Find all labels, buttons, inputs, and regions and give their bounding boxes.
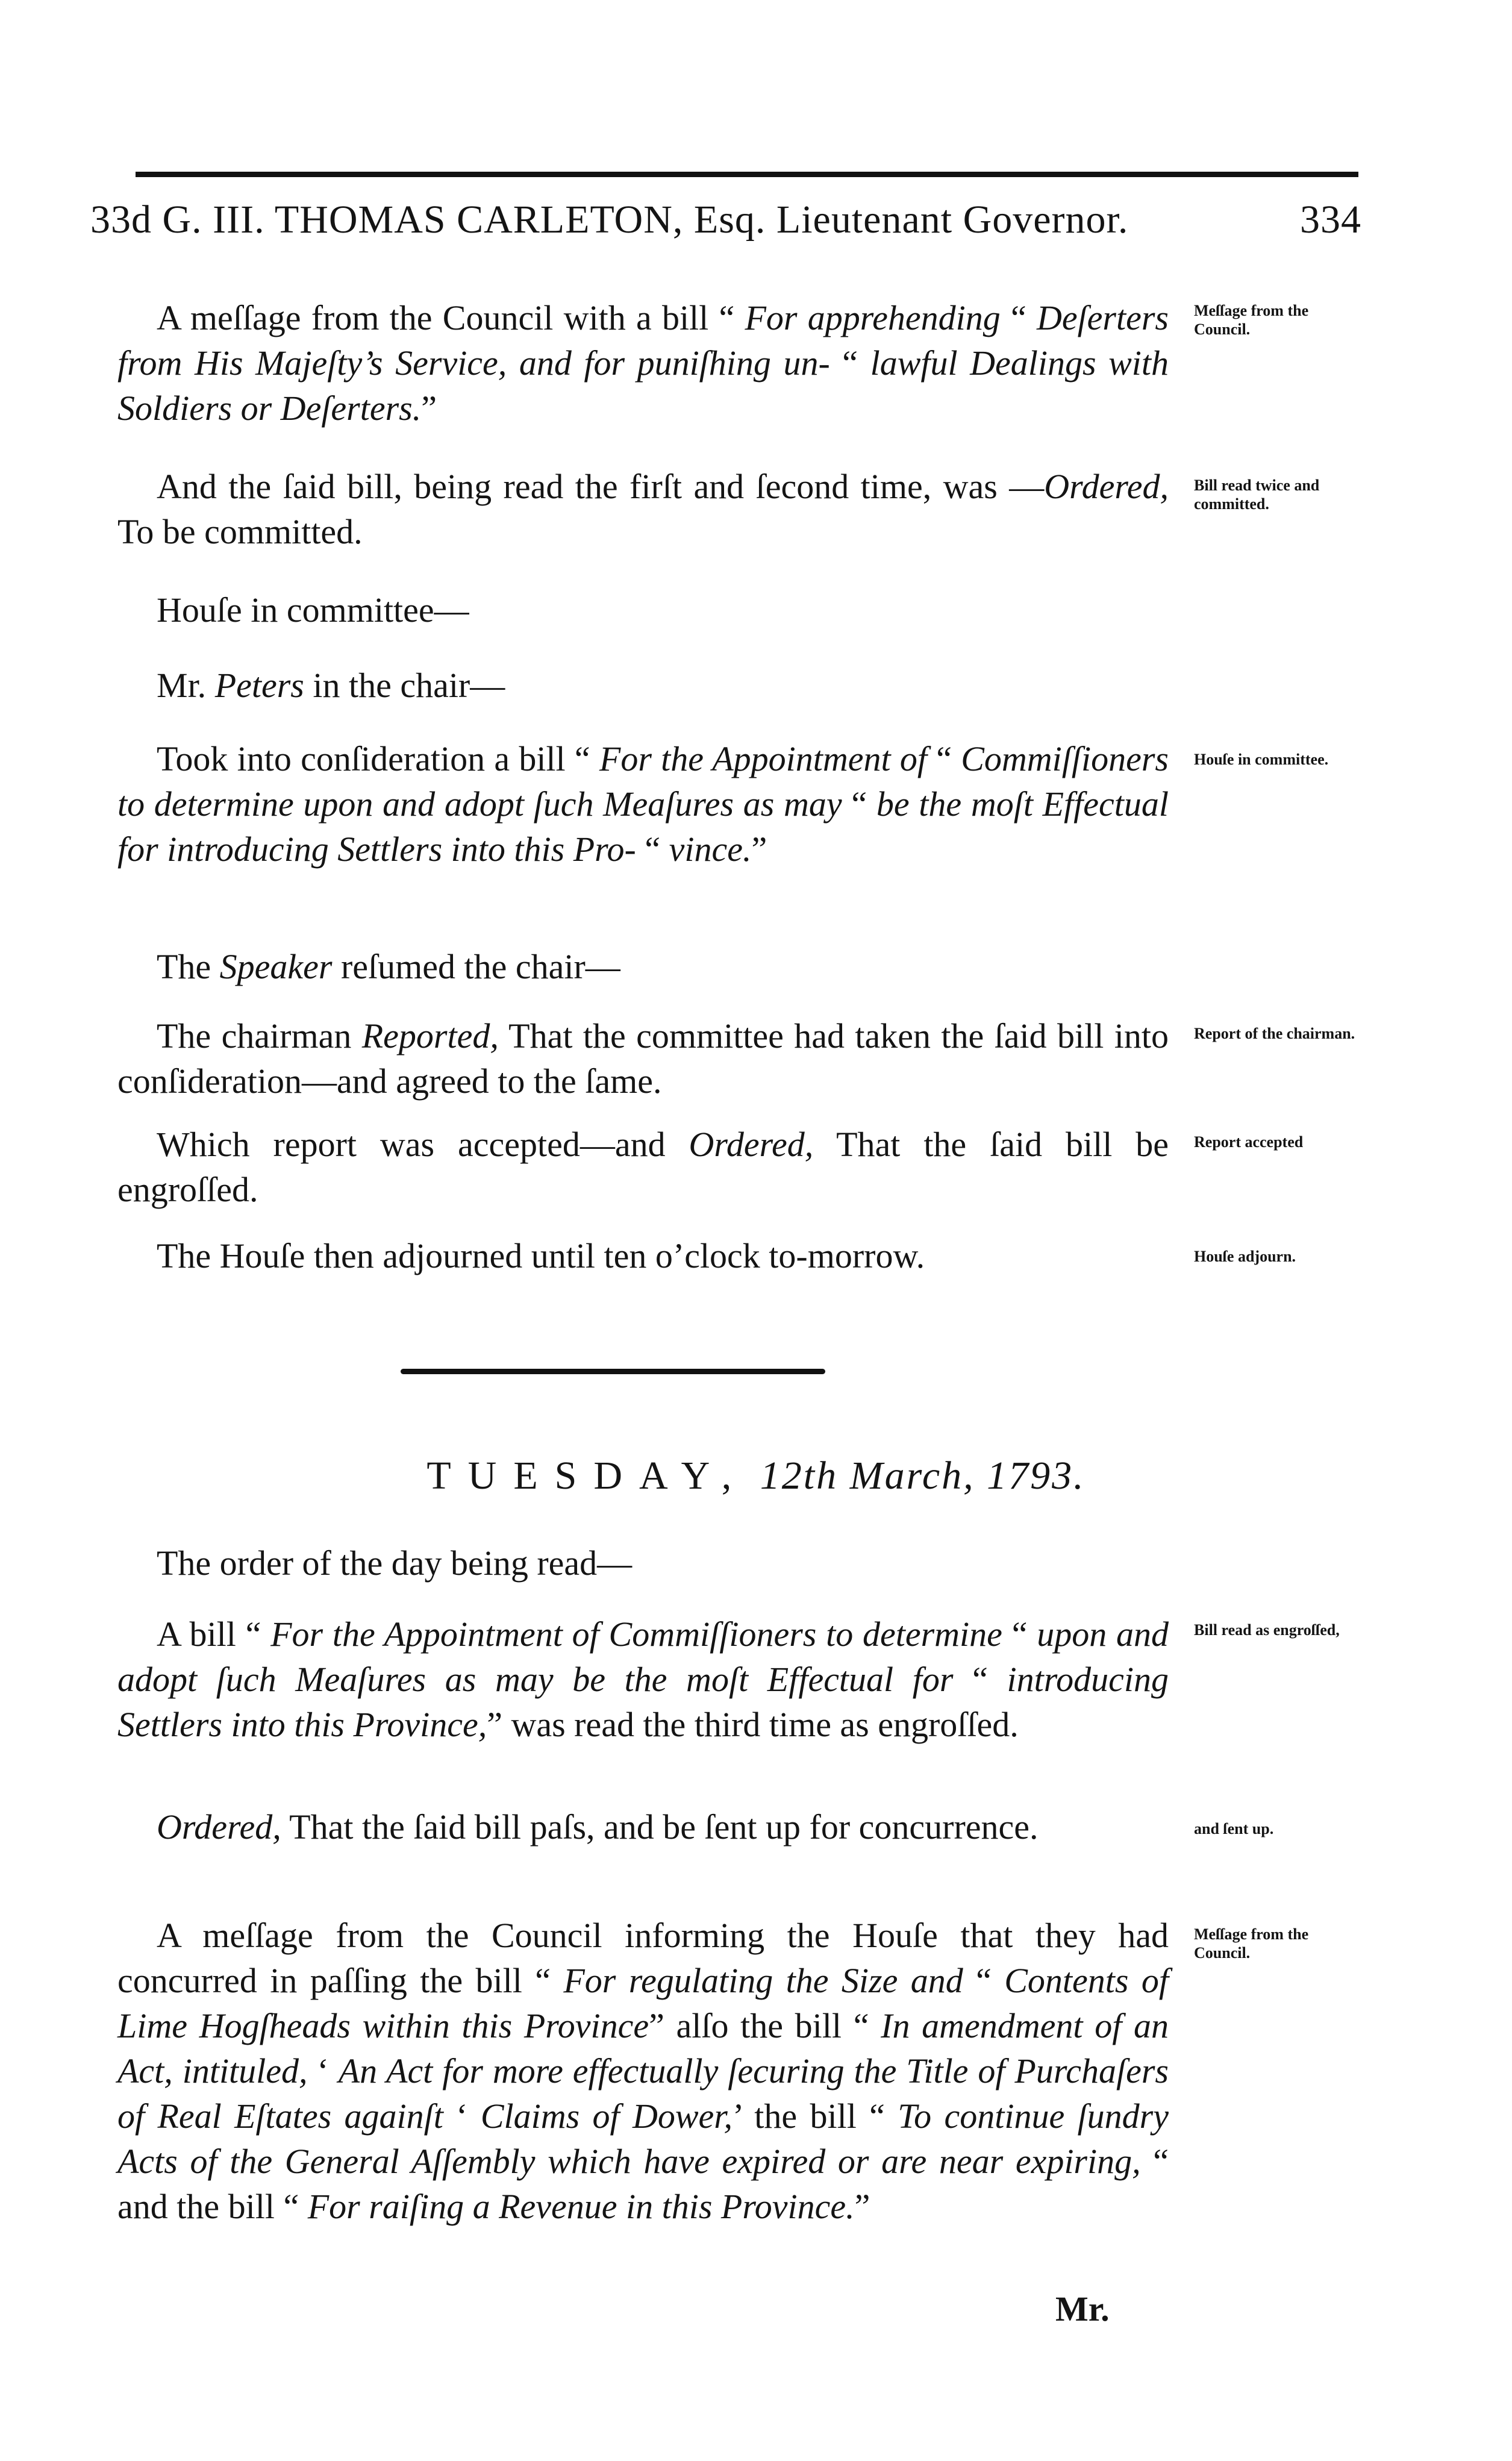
margin-note: Houſe adjourn.: [1194, 1248, 1296, 1265]
header-rule: [136, 172, 1358, 177]
date-heading: [0, 1449, 1512, 1503]
margin-note: Meſſage from the Council.: [1194, 1925, 1309, 1962]
entry-paragraph: Ordered, That the ſaid bill paſs, and be ſent up for concurrence.: [157, 1807, 1039, 1847]
margin-note: Report accepted: [1194, 1133, 1304, 1151]
running-head: [0, 181, 1512, 259]
entry-paragraph: Took into conſideration a bill “ For the Appointment of “ Commiſſioners to determine upon and adopt ſuch Meaſures as may “ be the moſt Effectual for introducing Settlers into this Pro- “ vince.”: [117, 739, 1169, 869]
entry-paragraph: The order of the day being read—: [157, 1543, 633, 1583]
entry-paragraph: Houſe in committee—: [157, 590, 469, 630]
entry-paragraph: A bill “ For the Appointment of Commiſſioners to determine “ upon and adopt ſuch Meaſures as may be the moſt Effectual for “ introducing Settlers into this Province,” was read the third time as engroſſed.: [117, 1615, 1169, 1744]
margin-note: and ſent up.: [1194, 1820, 1274, 1837]
margin-note: Meſſage from the Council.: [1194, 302, 1309, 338]
entry-paragraph: The Speaker reſumed the chair—: [157, 947, 620, 986]
margin-note: Report of the chairman.: [1194, 1025, 1355, 1042]
margin-note: Bill read twice and committed.: [1194, 477, 1320, 513]
entry-paragraph: And the ſaid bill, being read the firſt and ſecond time, was —Ordered, To be committed.: [117, 467, 1169, 551]
entry-paragraph: The chairman Reported, That the committee had taken the ſaid bill into conſideration—and agreed to the ſame.: [117, 1016, 1169, 1101]
section-separator: [401, 1369, 825, 1374]
date-heading-date: 12th March, 1793.: [760, 1454, 1086, 1498]
entry-paragraph: Which report was accepted—and Ordered, That the ſaid bill be engroſſed.: [117, 1125, 1169, 1209]
catchword: Mr.: [1055, 2289, 1110, 2328]
margin-note: Bill read as engroſſed,: [1194, 1621, 1340, 1639]
running-head-title: 33d G. III. THOMAS CARLETON, Esq. Lieutenant Governor.: [90, 198, 1129, 242]
margin-note: Houſe in committee.: [1194, 751, 1329, 768]
entry-paragraph: Mr. Peters in the chair—: [157, 666, 505, 705]
page-number: 334: [1300, 198, 1361, 242]
entry-paragraph: The Houſe then adjourned until ten o’clock to-morrow.: [157, 1236, 925, 1275]
date-heading-day: TUESDAY,: [426, 1454, 749, 1498]
entry-paragraph: A meſſage from the Council informing the Houſe that they had concurred in paſſing the bill “ For regulating the Size and “ Contents of Lime Hogſheads within this Province” alſo the bill “ In amendment of an Act, intituled, ‘ An Act for more effectually ſecuring the Title of Purchaſers of Real Eſtates againſt ‘ Claims of Dower,’ the bill “ To continue ſundry Acts of the General Aſſembly which have expired or are near expiring, “ and the bill “ For raiſing a Revenue in this Province.”: [117, 1916, 1169, 2226]
entry-paragraph: A meſſage from the Council with a bill “ For apprehending “ Deſerters from His Majeſty’s Service, and for puniſhing un- “ lawful Dealings with Soldiers or Deſerters.”: [117, 298, 1169, 428]
